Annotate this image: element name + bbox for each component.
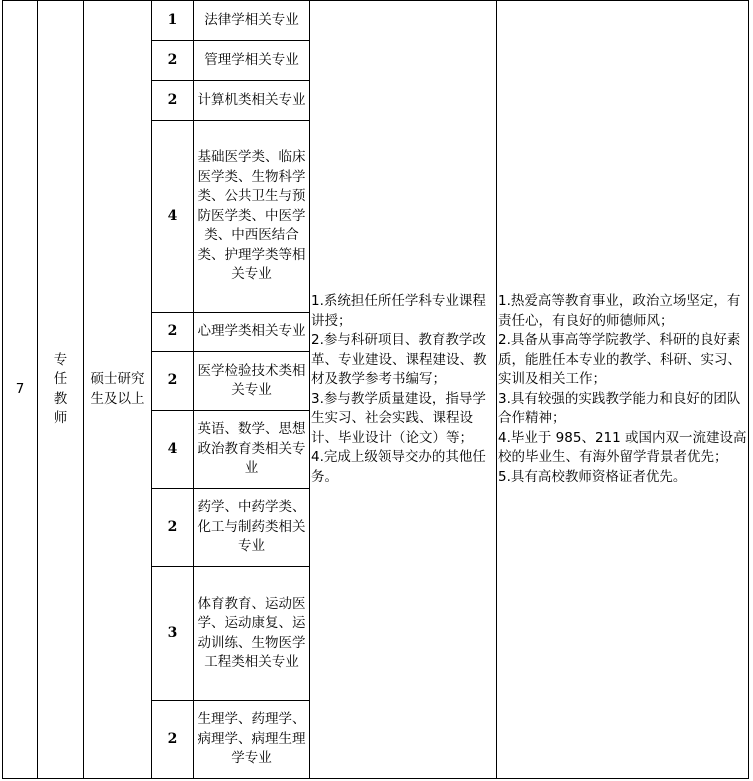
major: 计算机类相关专业 <box>194 81 310 121</box>
duty-item: 1.系统担任所任学科专业课程讲授； <box>311 293 486 329</box>
headcount: 2 <box>152 701 194 779</box>
headcount: 2 <box>152 81 194 121</box>
major: 管理学相关专业 <box>194 41 310 81</box>
recruitment-table <box>2 0 749 779</box>
headcount: 2 <box>152 313 194 352</box>
major: 法律学相关专业 <box>194 1 310 41</box>
table-row <box>3 1 749 41</box>
major: 基础医学类、临床医学类、生物科学类、公共卫生与预防医学类、中医学类、中西医结合类、护理学类等相关专业 <box>194 121 310 313</box>
row-index: 7 <box>3 1 38 779</box>
job-requirements <box>497 1 749 779</box>
major: 医学检验技术类相关专业 <box>194 352 310 411</box>
duty-item: 2.参与科研项目、教育教学改革、专业建设、课程建设、教材及教学参考书编写； <box>311 332 487 387</box>
headcount: 3 <box>152 567 194 701</box>
major: 心理学类相关专业 <box>194 313 310 352</box>
headcount: 2 <box>152 41 194 81</box>
requirement-item: 1.热爱高等教育事业，政治立场坚定，有责任心，有良好的师德师风； <box>498 293 741 329</box>
requirement-item: 4.毕业于 985、211 或国内双一流建设高校的毕业生、有海外留学背景者优先； <box>498 429 747 465</box>
major: 药学、中药学类、化工与制药类相关专业 <box>194 489 310 567</box>
requirement-item: 5.具有高校教师资格证者优先。 <box>498 468 687 485</box>
duty-item: 3.参与教学质量建设，指导学生实习、社会实践、课程设计、毕业设计（论文）等； <box>311 390 486 446</box>
headcount: 2 <box>152 489 194 567</box>
position-name: 专任教师 <box>38 1 84 779</box>
major: 生理学、药理学、病理学、病理生理学专业 <box>194 701 310 779</box>
job-duties <box>310 1 497 779</box>
requirement-item: 2.具备从事高等学院教学、科研的良好素质，能胜任本专业的教学、科研、实习、实训及相关工作； <box>498 332 741 387</box>
headcount: 4 <box>152 411 194 489</box>
education-requirement: 硕士研究生及以上 <box>84 1 152 779</box>
requirement-item: 3.具有较强的实践教学能力和良好的团队合作精神； <box>498 390 741 426</box>
headcount: 2 <box>152 352 194 411</box>
duty-item: 4.完成上级领导交办的其他任务。 <box>311 449 486 485</box>
headcount: 1 <box>152 1 194 41</box>
headcount: 4 <box>152 121 194 313</box>
major: 体育教育、运动医学、运动康复、运动训练、生物医学工程类相关专业 <box>194 567 310 701</box>
major: 英语、数学、思想政治教育类相关专业 <box>194 411 310 489</box>
